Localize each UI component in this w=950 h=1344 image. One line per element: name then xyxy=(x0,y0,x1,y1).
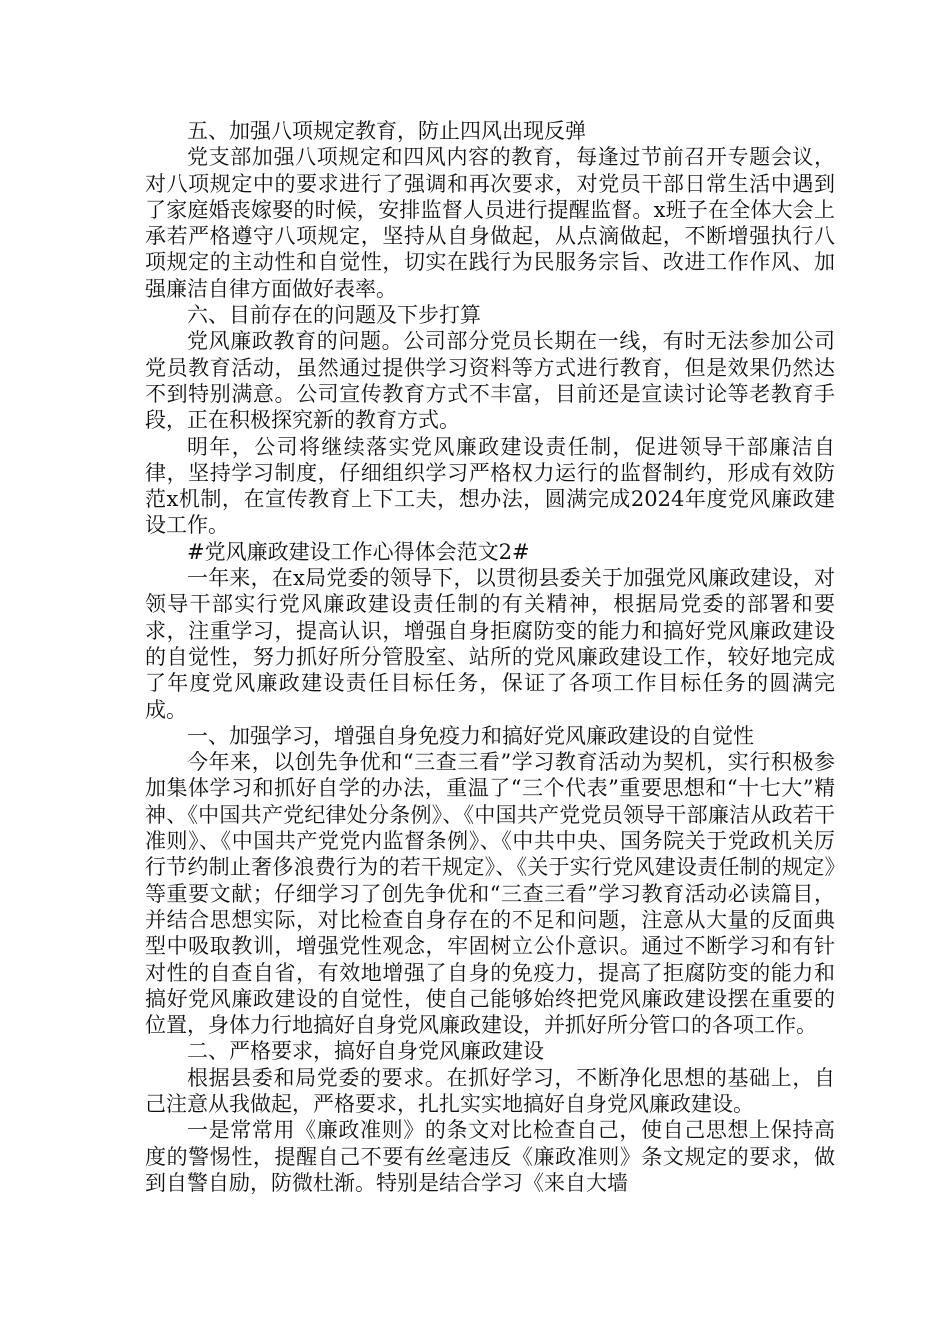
paragraph-study: 今年来，以创先争优和“三查三看”学习教育活动为契机，实行积极参加集体学习和抓好自学的办法，重温了“三个代表”重要思想和“十七大”精神、《中国共产党纪律处分条例》、《中国共产党党员领导干部廉洁从政若干准则》、《中国共产党党内监督条例》、《中共中央、国务院关于党政机关厉行节约制止奢侈浪费行为的若干规定》、《关于实行党风建设责任制的规定》等重要文献；仔细学习了创先争优和“三查三看”学习教育活动必读篇目，并结合思想实际，对比检查自身存在的不足和问题，注意从大量的反面典型中吸取教训，增强党性观念，牢固树立公仆意识。通过不断学习和有针对性的自查自省，有效地增强了自身的免疫力，提高了拒腐防变的能力和搞好党风廉政建设的自觉性，使自己能够始终把党风廉政建设摆在重要的位置，身体力行地搞好自身党风廉政建设，并抓好所分管口的各项工作。 xyxy=(145,750,835,1038)
document-page xyxy=(145,118,835,1196)
paragraph-next-year: 明年，公司将继续落实党风廉政建设责任制，促进领导干部廉洁自律，坚持学习制度，仔细组织学习严格权力运行的监督制约，形成有效防范x机制，在宣传教育上下工夫，想办法，圆满完成2024年度党风廉政建设工作。 xyxy=(145,434,835,538)
heading-two: 二、严格要求，搞好自身党风廉政建设 xyxy=(187,1039,544,1064)
paragraph-self-check: 一是常常用《廉政准则》的条文对比检查自己，使自己思想上保持高度的警惕性，提醒自己不要有丝毫违反《廉政准则》条文规定的要求，做到自警自励，防微杜渐。特别是结合学习《来自大墙 xyxy=(145,1118,835,1195)
heading-five: 五、加强八项规定教育，防止四风出现反弹 xyxy=(187,119,586,143)
heading-six: 六、目前存在的问题及下步打算 xyxy=(187,303,481,328)
paragraph-year-summary: 一年来，在x局党委的领导下，以贯彻县委关于加强党风廉政建设，对领导干部实行党风廉政建设责任制的有关精神，根据局党委的部署和要求，注重学习，提高认识，增强自身拒腐防变的能力和搞好党风廉政建设的自觉性，努力抓好所分管股室、站所的党风廉政建设工作，较好地完成了年度党风廉政建设责任目标任务，保证了各项工作目标任务的圆满完成。 xyxy=(145,566,835,722)
paragraph-requirements: 根据县委和局党委的要求。在抓好学习，不断净化思想的基础上，自己注意从我做起，严格要求，扎扎实实地搞好自身党风廉政建设。 xyxy=(145,1065,835,1116)
section-title-sample-2: #党风廉政建设工作心得体会范文2# xyxy=(187,539,530,564)
paragraph-eight-rules: 党支部加强八项规定和四风内容的教育，每逢过节前召开专题会议，对八项规定中的要求进行了强调和再次要求，对党员干部日常生活中遇到了家庭婚丧嫁娶的时候，安排监督人员进行提醒监督。x班子在全体大会上承若严格遵守八项规定，坚持从自身做起，从点滴做起，不断增强执行八项规定的主动性和自觉性，切实在践行为民服务宗旨、改进工作作风、加强廉洁自律方面做好表率。 xyxy=(145,145,835,301)
heading-one: 一、加强学习，增强自身免疫力和搞好党风廉政建设的自觉性 xyxy=(187,723,754,748)
paragraph-education-problems: 党风廉政教育的问题。公司部分党员长期在一线，有时无法参加公司党员教育活动，虽然通过提供学习资料等方式进行教育，但是效果仍然达不到特别满意。公司宣传教育方式不丰富，目前还是宣读讨论等老教育手段，正在积极探究新的教育方式。 xyxy=(145,329,835,433)
